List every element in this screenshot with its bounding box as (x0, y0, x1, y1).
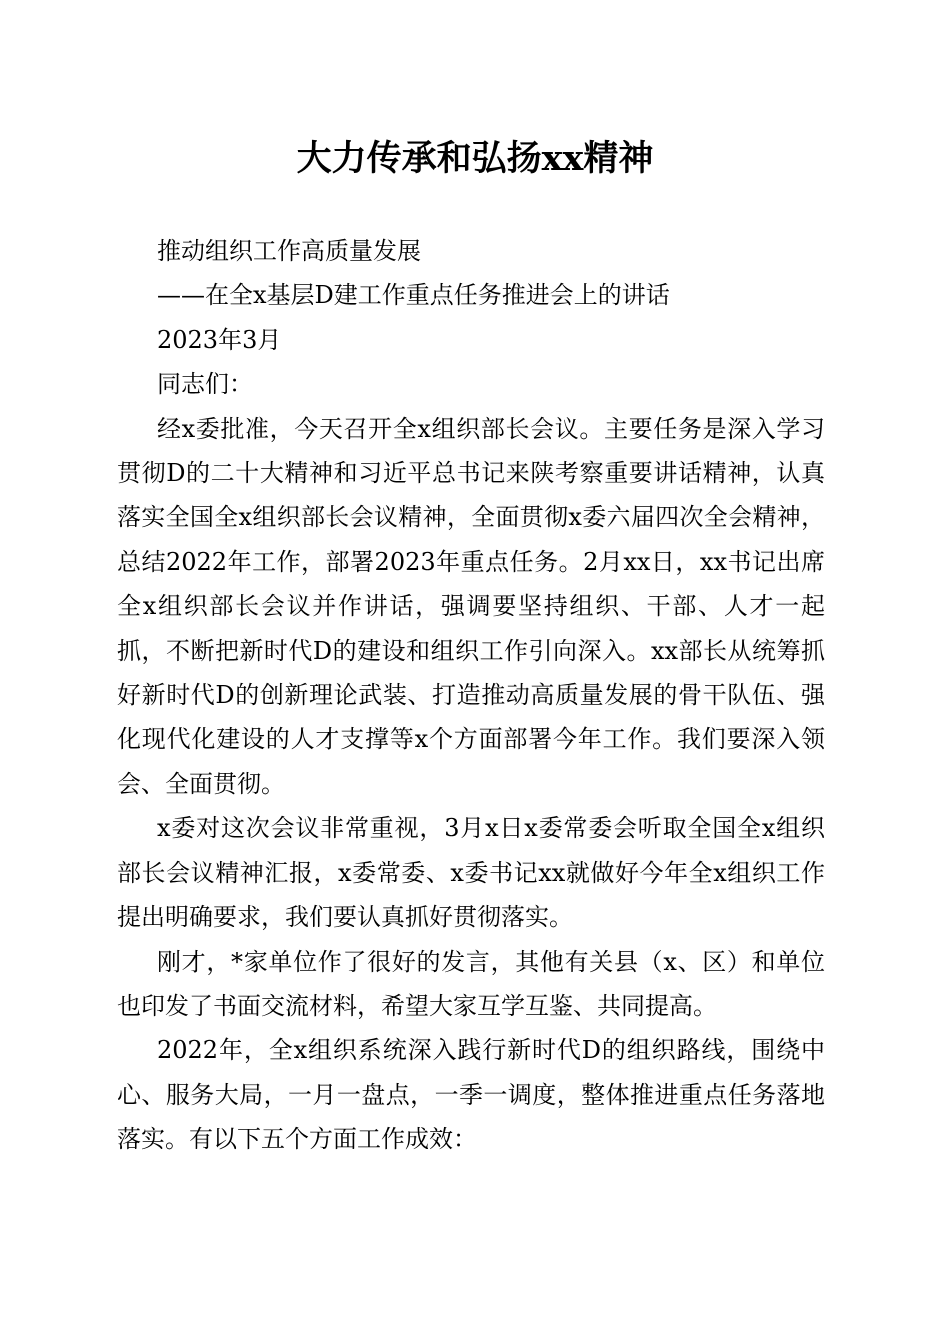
salutation: 同志们： (157, 370, 253, 399)
date-line: 2023年3月 (157, 325, 282, 354)
document-body (117, 229, 825, 1162)
paragraph: x委对这次会议非常重视，3月x日x委常委会听取全国全x组织部长会议精神汇报，x委常委、x委书记xx就做好今年全x组织工作提出明确要求，我们要认真抓好贯彻落实。 (117, 814, 825, 932)
byline: ——在全x基层D建工作重点任务推进会上的讲话 (157, 281, 670, 310)
paragraph: 刚才，*家单位作了很好的发言，其他有关县（x、区）和单位也印发了书面交流材料，希望大家互学互鉴、共同提高。 (117, 947, 825, 1020)
paragraph: 2022年，全x组织系统深入践行新时代D的组织路线，围绕中心、服务大局，一月一盘点，一季一调度，整体推进重点任务落地落实。有以下五个方面工作成效： (117, 1036, 825, 1154)
document-title: 大力传承和弘扬xx精神 (296, 138, 654, 179)
subtitle: 推动组织工作高质量发展 (157, 237, 421, 265)
paragraph: 经x委批准，今天召开全x组织部长会议。主要任务是深入学习贯彻D的二十大精神和习近平总书记来陕考察重要讲话精神，认真落实全国全x组织部长会议精神，全面贯彻x委六届四次全会精神，总结2022年工作，部署2023年重点任务。2月xx日，xx书记出席全x组织部长会议并作讲话，强调要坚持组织、干部、人才一起抓，不断把新时代D的建设和组织工作引向深入。xx部长从统筹抓好新时代D的创新理论武装、打造推动高质量发展的骨干队伍、强化现代化建设的人才支撑等x个方面部署今年工作。我们要深入领会、全面贯彻。 (117, 414, 825, 798)
